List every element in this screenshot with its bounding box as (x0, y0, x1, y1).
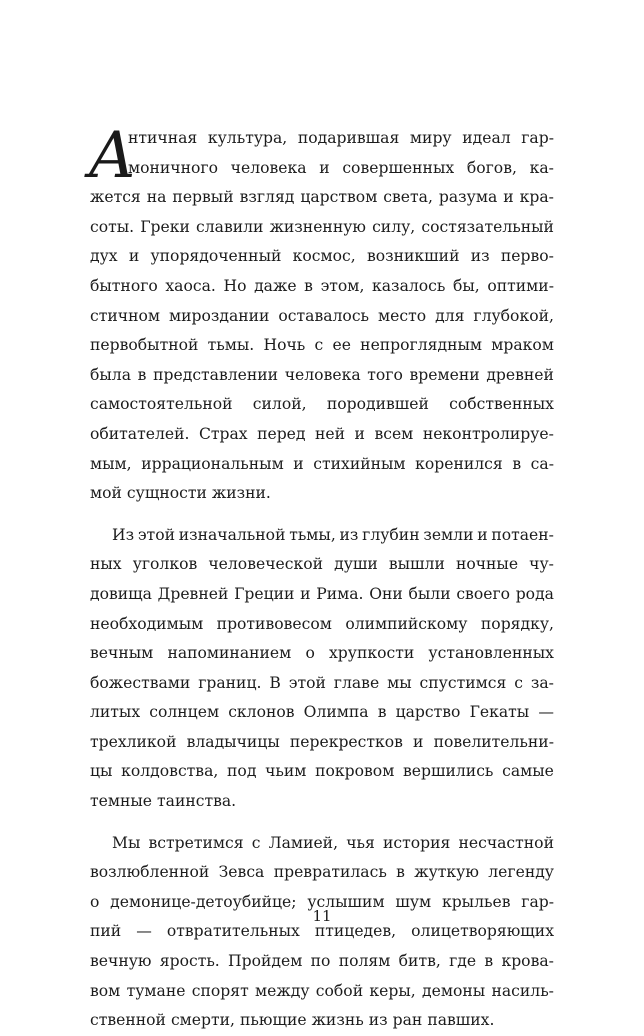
word: цы (90, 762, 113, 781)
word: жется (90, 188, 141, 207)
line-text (90, 698, 554, 728)
page-number: 11 (312, 907, 332, 925)
word: соты. (90, 217, 135, 236)
word: жуткую (414, 863, 479, 882)
word: из (470, 247, 490, 266)
word: на (146, 188, 167, 207)
word: история (382, 833, 451, 852)
word: повелительни- (433, 732, 554, 751)
word: рода (515, 584, 554, 603)
word: противовесом (216, 614, 332, 633)
text-line (90, 361, 554, 391)
word: тумане (126, 981, 186, 1000)
word: человека (230, 158, 307, 177)
text-line (90, 450, 554, 480)
word: силой, (252, 395, 307, 414)
word: царством (300, 188, 378, 207)
word: под (227, 762, 257, 781)
word: по (310, 952, 331, 971)
word: насиль- (491, 981, 554, 1000)
word: этом, (320, 276, 365, 295)
text-line (90, 858, 554, 888)
word: в (512, 454, 522, 473)
word: чьим (265, 762, 307, 781)
word: отвратительных (166, 922, 300, 941)
word: в (484, 952, 494, 971)
word: возникший (366, 247, 460, 266)
word: демонице-детоубийце; (110, 892, 297, 911)
word: вершились (403, 762, 494, 781)
word: дух (90, 247, 118, 266)
word: души (334, 555, 378, 574)
line-text (90, 580, 554, 610)
word: спустимся (419, 673, 507, 692)
word: чу- (529, 555, 554, 574)
word: птицедев, (314, 922, 397, 941)
word: изначальной (178, 525, 286, 544)
text-line (90, 639, 554, 669)
word: взгляд (239, 188, 295, 207)
word: богов, (466, 158, 517, 177)
word: порядку, (480, 614, 554, 633)
word: и (503, 188, 514, 207)
line-text (90, 757, 554, 787)
word: керы, (369, 981, 416, 1000)
word: моничного (128, 158, 218, 177)
word: нтичная (128, 129, 198, 147)
word: возлюбленной (90, 863, 210, 882)
word: даже (254, 276, 297, 295)
text-line (90, 977, 554, 1007)
word: перекрестков (289, 732, 403, 751)
word: в (377, 703, 387, 722)
text-line (90, 213, 554, 243)
body-text (88, 119, 554, 1036)
word: из (339, 525, 359, 544)
text-line (90, 390, 554, 420)
text-line (90, 272, 554, 302)
line-text (90, 610, 554, 640)
paragraph-gap (90, 817, 554, 829)
word: несчастной (458, 833, 554, 852)
line-text (90, 272, 554, 302)
word: ярость. (159, 952, 220, 971)
text-line (90, 787, 554, 817)
word: неконтролируе- (422, 424, 554, 443)
word: ных (90, 555, 122, 574)
text-line (90, 829, 554, 859)
word: представлении (153, 365, 279, 384)
word: вечную (90, 952, 152, 971)
line-text (90, 213, 554, 243)
word: Мы (112, 833, 141, 852)
word: и (128, 247, 140, 266)
word: с (514, 673, 523, 692)
word: шум (395, 892, 432, 911)
word: услышим (307, 892, 385, 911)
word: мой (90, 484, 122, 503)
word: первый (172, 188, 234, 207)
word: божествами (90, 673, 191, 692)
word: космос, (292, 247, 356, 266)
line-text (90, 947, 554, 977)
word: за- (530, 673, 554, 692)
text-line (90, 242, 554, 272)
paragraph-gap (90, 509, 554, 521)
word: состязательный (421, 217, 554, 236)
word: была (90, 365, 132, 384)
word: мы (387, 673, 412, 692)
word: казалось (372, 276, 446, 295)
text-line (90, 947, 554, 977)
word: оставалось (278, 306, 370, 325)
line-text (90, 787, 554, 817)
line-text (90, 479, 554, 509)
word: перед (257, 424, 306, 443)
word: В (269, 673, 281, 692)
line-text (112, 521, 554, 551)
word: где (449, 952, 477, 971)
word: смерти, (170, 1011, 235, 1030)
word: Но (223, 276, 247, 295)
word: Рима. (316, 584, 364, 603)
word: перво- (500, 247, 554, 266)
text-line (90, 669, 554, 699)
line-text (90, 361, 554, 391)
word: ка- (529, 158, 554, 177)
word: Ночь (263, 336, 306, 355)
word: легенду (488, 863, 554, 882)
word: Они (369, 584, 403, 603)
word: трехликой (90, 732, 177, 751)
line-text (90, 977, 554, 1007)
word: павших. (427, 1011, 495, 1030)
word: света, (383, 188, 433, 207)
word: подарившая (297, 129, 400, 147)
word: пьющие (240, 1011, 307, 1030)
drop-cap: А (88, 119, 137, 193)
text-line (90, 550, 554, 580)
word: царство (395, 703, 461, 722)
word: жизни. (211, 484, 271, 503)
line-text (90, 183, 554, 213)
word: с (251, 833, 261, 852)
word: с (314, 336, 324, 355)
word: о (90, 892, 100, 911)
word: ней (315, 424, 346, 443)
text-line (90, 154, 554, 184)
word: тьмы. (207, 336, 255, 355)
word: мым, (90, 454, 132, 473)
word: вышли (388, 555, 445, 574)
word: культура, (207, 129, 288, 147)
word: ственной (90, 1011, 166, 1030)
text-line (90, 302, 554, 332)
word: вечным (90, 644, 154, 663)
word: битв, (398, 952, 441, 971)
word: земли (423, 525, 474, 544)
word: установленных (428, 644, 554, 663)
word: крова- (501, 952, 554, 971)
word: миру (409, 129, 452, 147)
word: славили (196, 217, 264, 236)
line-text (90, 420, 554, 450)
word: были (408, 584, 451, 603)
word: и (354, 424, 365, 443)
word: бы, (453, 276, 480, 295)
word: напоминанием (167, 644, 292, 663)
word: владычицы (186, 732, 280, 751)
word: олимпийскому (345, 614, 468, 633)
word: для (435, 306, 465, 325)
word: и (413, 732, 424, 751)
word: сущности (126, 484, 207, 503)
word: довища (90, 584, 152, 603)
text-line (90, 580, 554, 610)
word: между (255, 981, 310, 1000)
line-text (90, 550, 554, 580)
line-text (90, 639, 554, 669)
word: в (137, 365, 147, 384)
word: кра- (519, 188, 554, 207)
word: самостоятельной (90, 395, 233, 414)
word: Древней (157, 584, 229, 603)
word: времени (409, 365, 480, 384)
word: превратилась (273, 863, 387, 882)
line-text (90, 390, 554, 420)
word: са- (530, 454, 554, 473)
text-line (90, 757, 554, 787)
word: первобытной (90, 336, 199, 355)
word: жизненную (269, 217, 366, 236)
word: хрупкости (329, 644, 415, 663)
word: полям (338, 952, 391, 971)
text-line (90, 1006, 554, 1036)
word: олицетворяющих (411, 922, 554, 941)
word: собственных (449, 395, 554, 414)
word: обитателей. (90, 424, 190, 443)
word: человека (284, 365, 361, 384)
word: глубокой, (473, 306, 554, 325)
word: место (378, 306, 427, 325)
line-text (90, 1006, 554, 1036)
paragraph (88, 119, 554, 509)
word: того (367, 365, 403, 384)
word: Гекаты (469, 703, 530, 722)
word: темные (90, 792, 153, 811)
word: склонов (228, 703, 295, 722)
word: мраком (491, 336, 554, 355)
word: Пройдем (228, 952, 303, 971)
word: границ. (198, 673, 262, 692)
word: и (319, 158, 330, 177)
word: чья (346, 833, 375, 852)
word: Греции (234, 584, 295, 603)
word: силу, (372, 217, 416, 236)
word: покровом (315, 762, 395, 781)
word: и (477, 525, 488, 544)
word: Из (112, 525, 135, 544)
paragraph (90, 829, 554, 1036)
word: мироздании (168, 306, 270, 325)
line-text (112, 829, 554, 859)
word: встретимся (148, 833, 244, 852)
word: в (396, 863, 405, 882)
word: демоны (422, 981, 486, 1000)
word: главе (333, 673, 380, 692)
word: из (368, 1011, 388, 1030)
line-text (90, 450, 554, 480)
word: Зевса (218, 863, 265, 882)
word: ран (392, 1011, 423, 1030)
word: идеал (462, 129, 511, 147)
word: гар- (521, 129, 554, 147)
word: глубин (362, 525, 420, 544)
word: колдовства, (121, 762, 219, 781)
word: о (305, 644, 315, 663)
paragraph (90, 521, 554, 817)
word: Олимпа (303, 703, 369, 722)
word: пий (90, 922, 122, 941)
word: гар- (521, 892, 554, 911)
line-text (90, 858, 554, 888)
word: Страх (198, 424, 248, 443)
word: стичном (90, 306, 160, 325)
text-line (90, 479, 554, 509)
word: всем (374, 424, 414, 443)
word: ее (332, 336, 351, 355)
word: породившей (326, 395, 429, 414)
word: — (538, 703, 554, 722)
text-line (90, 728, 554, 758)
word: и (293, 454, 304, 473)
text-line (90, 610, 554, 640)
line-text (90, 331, 554, 361)
word: Ламией, (268, 833, 339, 852)
word: тьмы, (289, 525, 336, 544)
word: необходимым (90, 614, 204, 633)
word: таинства. (157, 792, 237, 811)
word: в (304, 276, 313, 295)
word: стихийным (313, 454, 406, 473)
word: жизнь (311, 1011, 364, 1030)
word: разума (438, 188, 498, 207)
text-line (90, 420, 554, 450)
word: совершенных (342, 158, 455, 177)
line-text (128, 154, 554, 184)
word: непроглядным (360, 336, 483, 355)
word: этой (288, 673, 326, 692)
word: этой (137, 525, 175, 544)
word: древней (486, 365, 554, 384)
word: человеческой (208, 555, 323, 574)
word: ночные (455, 555, 519, 574)
word: и (300, 584, 311, 603)
line-text (90, 669, 554, 699)
line-text (90, 302, 554, 332)
word: иррациональным (141, 454, 284, 473)
text-line (90, 183, 554, 213)
word: потаен- (491, 525, 554, 544)
text-line (90, 698, 554, 728)
word: собой (315, 981, 364, 1000)
word: Греки (140, 217, 190, 236)
word: вом (90, 981, 121, 1000)
word: своего (456, 584, 510, 603)
text-line (90, 331, 554, 361)
word: крыльев (441, 892, 511, 911)
word: хаоса. (165, 276, 216, 295)
line-text (90, 242, 554, 272)
word: самые (502, 762, 554, 781)
line-text (128, 124, 554, 154)
word: бытного (90, 276, 158, 295)
word: — (136, 922, 152, 941)
text-line (90, 521, 554, 551)
word: коренился (415, 454, 503, 473)
word: солнцем (149, 703, 220, 722)
word: упорядоченный (150, 247, 282, 266)
word: оптими- (487, 276, 554, 295)
word: спорят (191, 981, 249, 1000)
word: уголков (132, 555, 198, 574)
word: литых (90, 703, 141, 722)
line-text (90, 728, 554, 758)
